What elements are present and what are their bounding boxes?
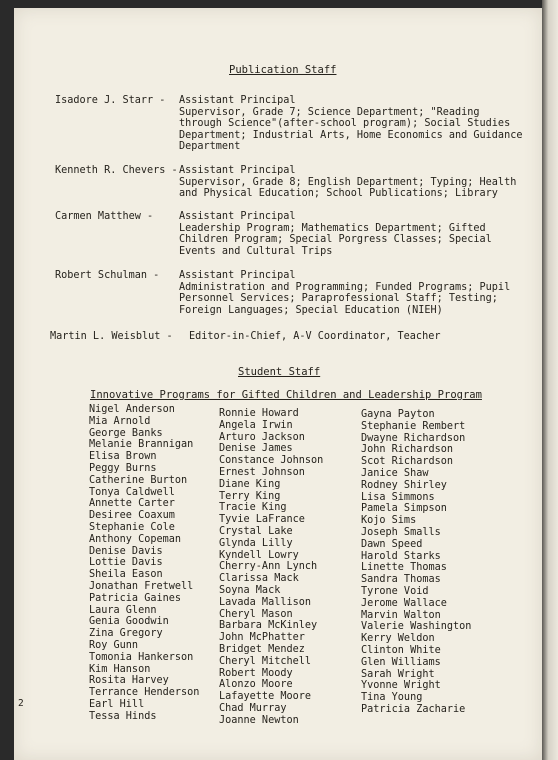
student-name: Terrance Henderson — [89, 687, 200, 699]
student-name: Denise James — [219, 443, 293, 455]
student-name: Jerome Wallace — [361, 597, 447, 609]
student-name: Lottie Davis — [89, 557, 163, 569]
student-name: Angela Irwin — [219, 419, 293, 431]
student-name: Tyvie LaFrance — [219, 514, 305, 526]
student-name: Dwayne Richardson — [361, 432, 466, 444]
staff-description: Editor-in-Chief, A-V Coordinator, Teacher — [189, 331, 441, 342]
student-name: Earl Hill — [89, 698, 145, 710]
student-name: Rosita Harvey — [89, 675, 169, 687]
student-name: Elisa Brown — [89, 451, 157, 463]
staff-name: Isadore J. Starr - — [55, 95, 166, 106]
student-name: Tyrone Void — [361, 585, 429, 597]
student-name: Lafayette Moore — [219, 691, 312, 703]
student-name: Kerry Weldon — [361, 633, 435, 645]
student-name: Scot Richardson — [361, 456, 454, 468]
adjacent-page-edge — [542, 0, 558, 760]
student-name: Janice Shaw — [361, 467, 429, 479]
student-name: Nigel Anderson — [89, 404, 175, 415]
student-name: Mia Arnold — [89, 415, 151, 427]
student-column-2 — [219, 408, 323, 727]
student-name: Genia Goodwin — [89, 616, 169, 628]
student-name: Sheila Eason — [89, 569, 163, 581]
student-name: Zina Gregory — [89, 628, 163, 640]
program-heading: Innovative Programs for Gifted Children and Leadership Program — [90, 389, 482, 401]
student-name: Gayna Payton — [361, 409, 435, 420]
student-name: George Banks — [89, 427, 163, 439]
student-name: Valerie Washington — [361, 621, 472, 633]
student-name: Chad Murray — [219, 702, 287, 714]
student-name: Kyndell Lowry — [219, 549, 299, 561]
student-name: Tonya Caldwell — [89, 486, 175, 498]
student-name: Rodney Shirley — [361, 479, 447, 491]
student-name: Pamela Simpson — [361, 503, 447, 515]
student-column-1 — [89, 404, 199, 723]
student-name: Constance Johnson — [219, 455, 324, 467]
student-name: Tessa Hinds — [89, 710, 157, 722]
student-name: Roy Gunn — [89, 639, 139, 651]
student-name: Glynda Lilly — [219, 537, 293, 549]
student-name: Tomonia Hankerson — [89, 651, 194, 663]
staff-name: Kenneth R. Chevers - — [55, 165, 178, 176]
student-name: Kojo Sims — [361, 515, 417, 527]
student-name: Joseph Smalls — [361, 526, 441, 538]
student-name: John Richardson — [361, 444, 454, 456]
student-column-3 — [361, 409, 471, 716]
student-name: Jonathan Fretwell — [89, 580, 194, 592]
student-name: Sandra Thomas — [361, 574, 441, 586]
student-name: Stephanie Cole — [89, 521, 175, 533]
student-name: Marvin Walton — [361, 609, 441, 621]
student-name: Peggy Burns — [89, 462, 157, 474]
student-name: Tina Young — [361, 692, 423, 704]
student-name: Sarah Wright — [361, 668, 435, 680]
student-name: Terry King — [219, 490, 281, 502]
student-name: Ernest Johnson — [219, 466, 305, 478]
student-name: Diane King — [219, 478, 281, 490]
student-name: Glen Williams — [361, 656, 441, 668]
student-name: Crystal Lake — [219, 525, 293, 537]
student-name: Cheryl Mitchell — [219, 655, 312, 667]
student-name: Robert Moody — [219, 667, 293, 679]
student-name: Cherry-Ann Lynch — [219, 561, 318, 573]
student-name: Barbara McKinley — [219, 620, 318, 632]
student-name: Alonzo Moore — [219, 679, 293, 691]
page-number: 2 — [18, 698, 24, 709]
student-name: Kim Hanson — [89, 663, 151, 675]
student-name: Joanne Newton — [219, 714, 299, 726]
staff-description: Assistant Principal Supervisor, Grade 8; English Department; Typing; Health and Physical Education; School Publications; Library — [179, 165, 517, 200]
student-name: Laura Glenn — [89, 604, 157, 616]
student-name: Stephanie Rembert — [361, 420, 466, 432]
staff-name: Martin L. Weisblut - — [50, 331, 173, 342]
student-name: Arturo Jackson — [219, 431, 305, 443]
student-name: Annette Carter — [89, 498, 175, 510]
student-name: Denise Davis — [89, 545, 163, 557]
student-name: Linette Thomas — [361, 562, 447, 574]
student-name: Lisa Simmons — [361, 491, 435, 503]
student-name: Desiree Coaxum — [89, 510, 175, 522]
student-name: Catherine Burton — [89, 474, 188, 486]
student-name: Cheryl Mason — [219, 608, 293, 620]
student-name: Lavada Mallison — [219, 596, 312, 608]
student-name: Patricia Gaines — [89, 592, 182, 604]
student-name: Soyna Mack — [219, 584, 281, 596]
staff-description: Assistant Principal Leadership Program; Mathematics Department; Gifted Children Program; Special Porgress Classes; Special Events and Cultural Trips — [179, 211, 492, 257]
student-name: John McPhatter — [219, 632, 305, 644]
staff-description: Assistant Principal Supervisor, Grade 7; Science Department; "Reading through Science"(after-school program); Social Studies Department; Industrial Arts, Home Economics and Guidance Department — [179, 95, 523, 153]
student-name: Harold Starks — [361, 550, 441, 562]
student-name: Melanie Brannigan — [89, 439, 194, 451]
student-name: Clarissa Mack — [219, 573, 299, 585]
student-name: Clinton White — [361, 644, 441, 656]
staff-name: Carmen Matthew - — [55, 211, 154, 222]
student-name: Ronnie Howard — [219, 408, 299, 419]
student-name: Anthony Copeman — [89, 533, 182, 545]
staff-name: Robert Schulman - — [55, 270, 160, 281]
staff-description: Assistant Principal Administration and Programming; Funded Programs; Pupil Personnel Services; Paraprofessional Staff; Testing; Foreign Languages; Special Education (NIEH) — [179, 270, 511, 316]
student-name: Bridget Mendez — [219, 643, 305, 655]
student-name: Yvonne Wright — [361, 680, 441, 692]
student-staff-heading: Student Staff — [238, 366, 321, 378]
publication-staff-heading: Publication Staff — [229, 64, 337, 76]
student-name: Tracie King — [219, 502, 287, 514]
student-name: Patricia Zacharie — [361, 703, 466, 715]
student-name: Dawn Speed — [361, 538, 423, 550]
